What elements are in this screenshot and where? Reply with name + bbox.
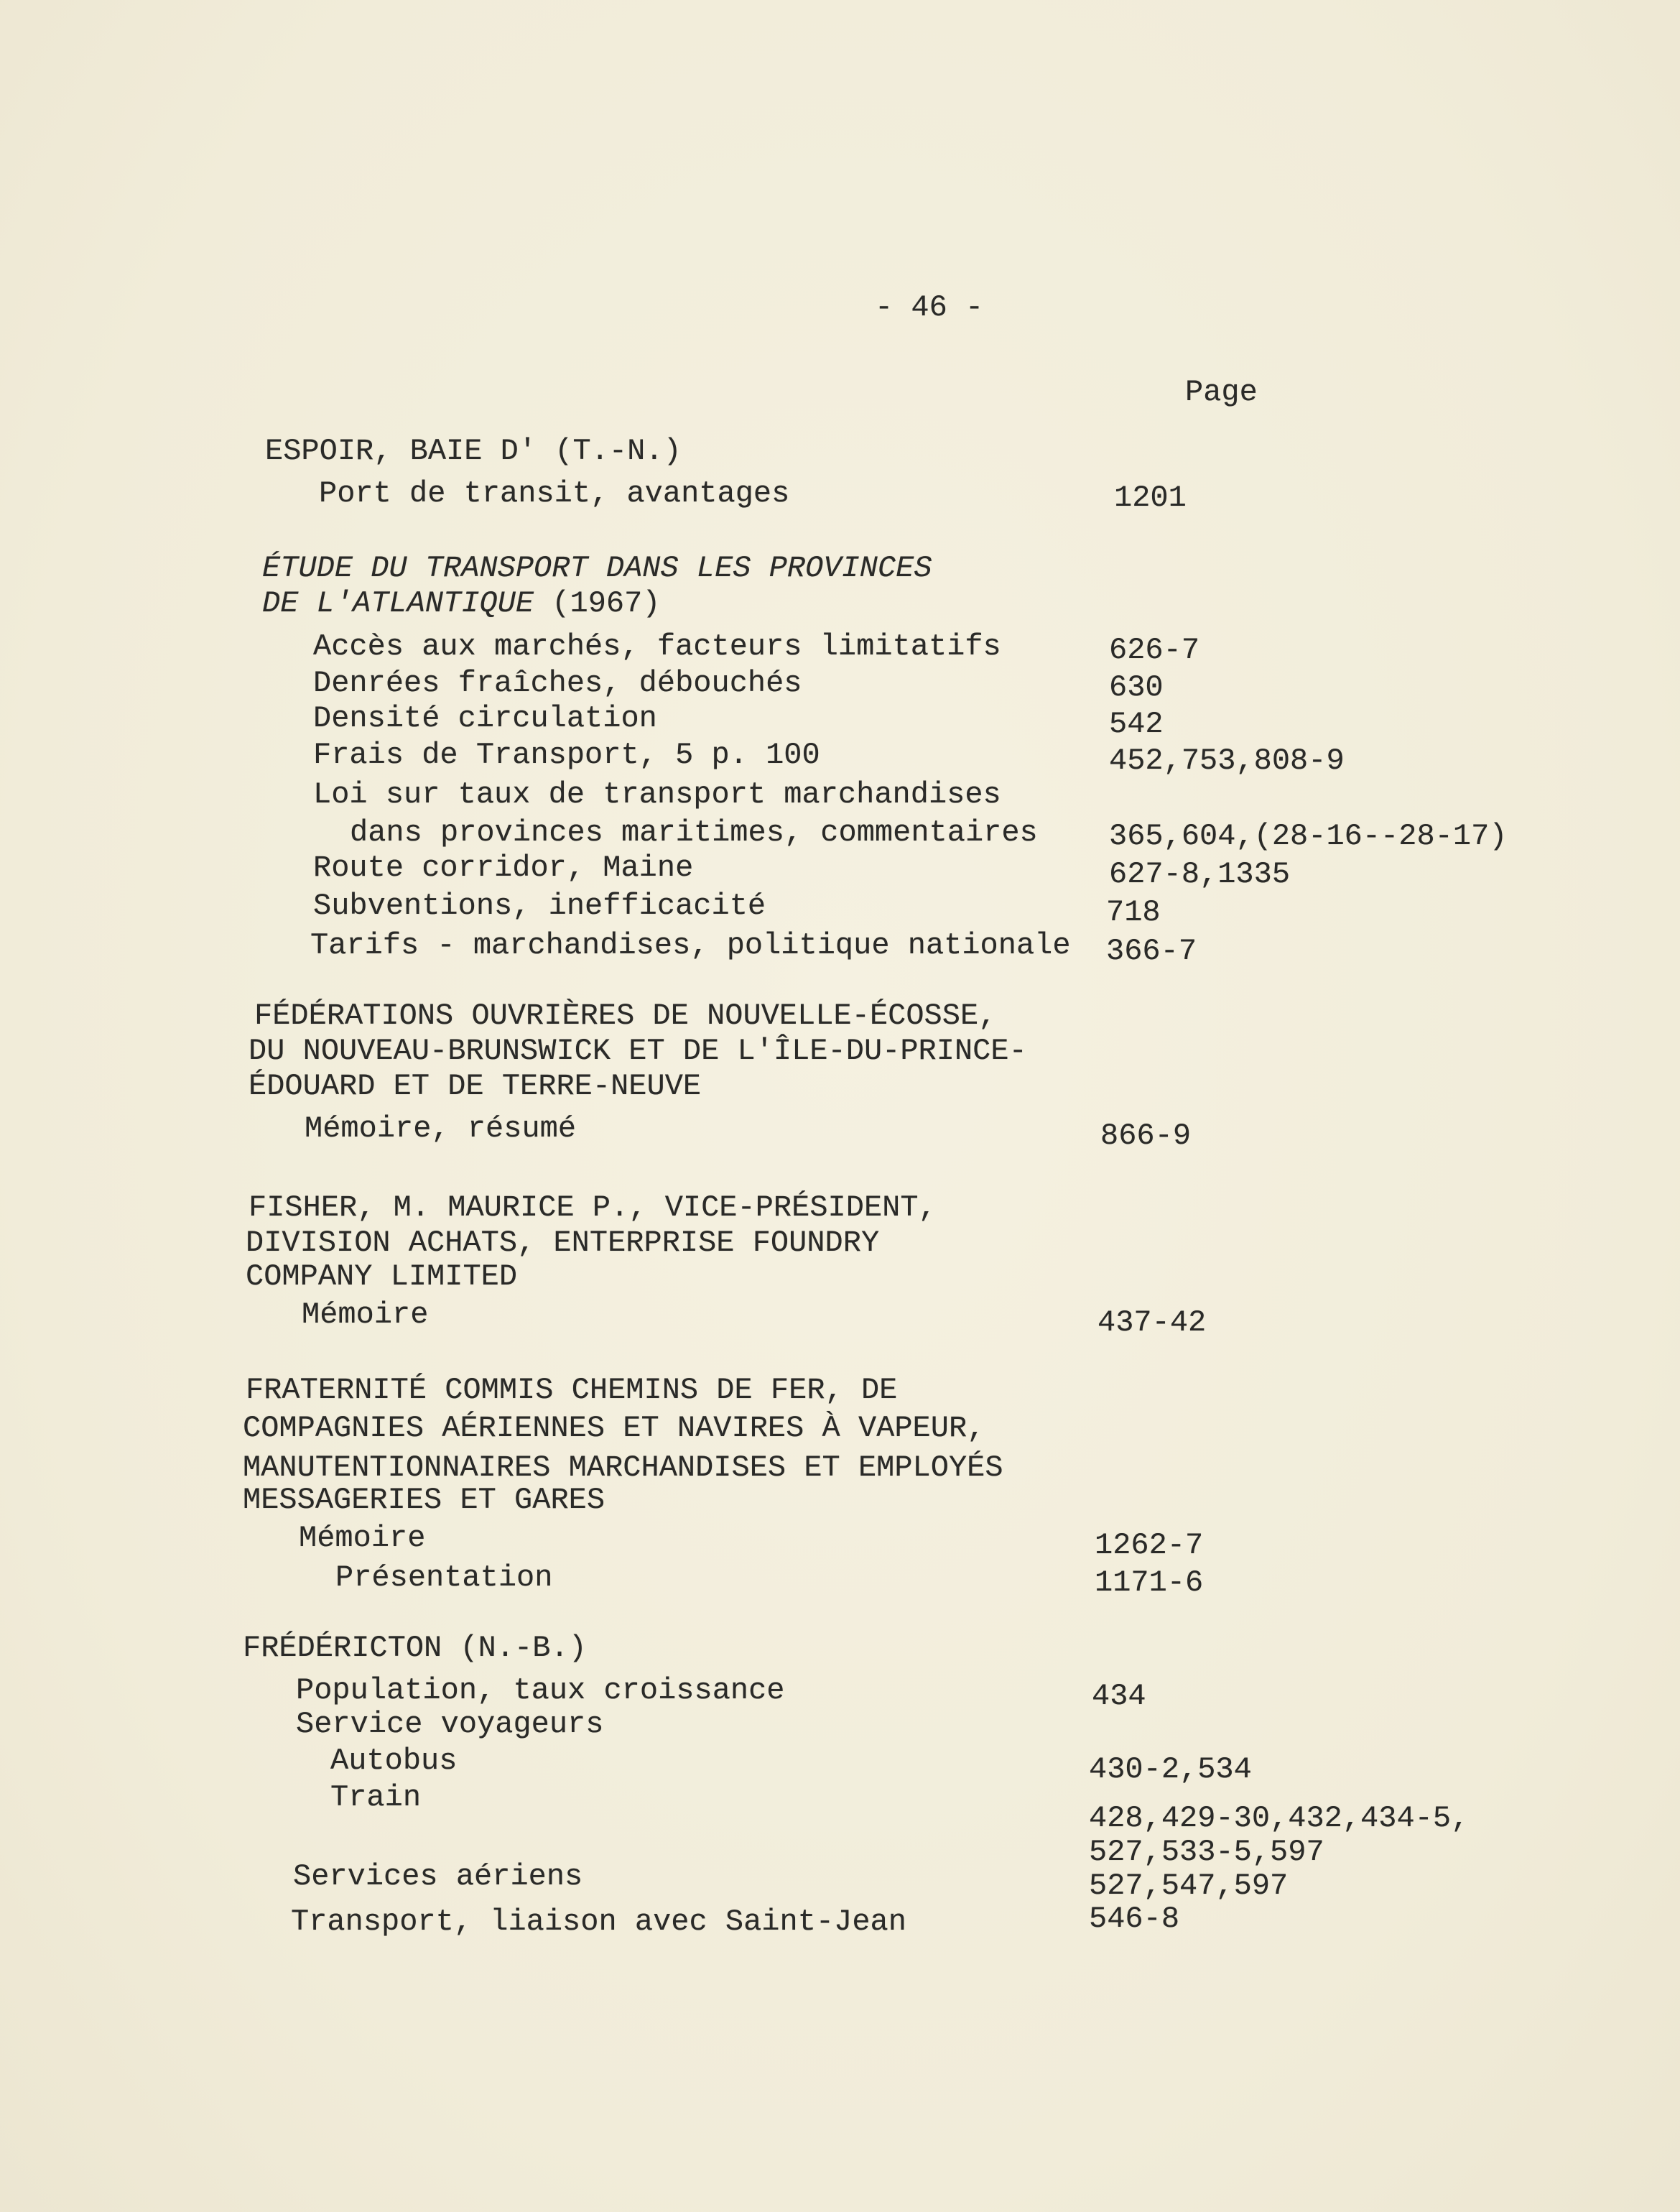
entry-heading: FRATERNITÉ COMMIS CHEMINS DE FER, DE <box>246 1373 898 1407</box>
entry-heading: FISHER, M. MAURICE P., VICE-PRÉSIDENT, <box>249 1190 937 1225</box>
entry-item-pages: 1262-7 <box>1095 1528 1204 1563</box>
entry-heading: ÉDOUARD ET DE TERRE-NEUVE <box>249 1069 702 1103</box>
entry-heading-year: (1967) <box>552 586 661 621</box>
entry-item-label: Services aériens <box>293 1859 583 1894</box>
entry-item-label: Subventions, inefficacité <box>313 889 766 923</box>
entry-item-pages: 627-8,1335 <box>1109 857 1291 892</box>
entry-item-pages: 546-8 <box>1089 1902 1180 1936</box>
entry-item-pages: 365,604,(28-16--28-17) <box>1109 819 1508 853</box>
entry-heading: FÉDÉRATIONS OUVRIÈRES DE NOUVELLE-ÉCOSSE, <box>254 999 997 1033</box>
entry-item-label: Population, taux croissance <box>296 1673 785 1708</box>
entry-item-label: Loi sur taux de transport marchandises <box>313 777 1001 812</box>
entry-sub-item-label: Autobus <box>330 1744 458 1778</box>
page-number: - 46 - <box>875 290 984 325</box>
entry-heading: FRÉDÉRICTON (N.-B.) <box>243 1631 587 1665</box>
entry-item-label: Densité circulation <box>313 701 657 736</box>
entry-item-label: Port de transit, avantages <box>319 476 790 511</box>
entry-item-pages: 630 <box>1109 670 1164 705</box>
entry-item-label: Frais de Transport, 5 p. 100 <box>313 738 820 772</box>
entry-heading-italic: DE L'ATLANTIQUE <box>262 586 534 621</box>
entry-item-pages: 527,547,597 <box>1089 1869 1289 1903</box>
entry-item-label: Transport, liaison avec Saint-Jean <box>291 1905 906 1939</box>
entry-item-label: Mémoire, résumé <box>305 1111 577 1146</box>
entry-heading: MESSAGERIES ET GARES <box>243 1483 605 1517</box>
entry-item-pages: 434 <box>1092 1679 1146 1713</box>
page-column-header: Page <box>1185 375 1258 409</box>
entry-sub-item-pages-continued: 527,533-5,597 <box>1089 1835 1324 1869</box>
entry-heading: COMPAGNIES AÉRIENNES ET NAVIRES À VAPEUR, <box>243 1411 985 1445</box>
entry-heading: MANUTENTIONNAIRES MARCHANDISES ET EMPLOYÉS <box>243 1450 1003 1485</box>
entry-item-pages: 452,753,808-9 <box>1109 744 1345 778</box>
entry-item-label-continued: dans provinces maritimes, commentaires <box>350 815 1038 850</box>
entry-item-pages: 866-9 <box>1100 1119 1192 1153</box>
entry-heading: DIVISION ACHATS, ENTERPRISE FOUNDRY <box>246 1226 880 1260</box>
entry-item-pages: 1201 <box>1114 481 1187 515</box>
entry-item-pages: 1171-6 <box>1095 1565 1204 1600</box>
entry-item-pages: 626-7 <box>1109 633 1200 667</box>
entry-item-label: Denrées fraîches, débouchés <box>313 666 802 700</box>
entry-item-pages: 437-42 <box>1097 1305 1207 1340</box>
entry-item-pages: 366-7 <box>1106 934 1197 968</box>
entry-item-label: Mémoire <box>299 1521 426 1555</box>
entry-item-label: Service voyageurs <box>296 1707 604 1741</box>
entry-sub-item-label: Train <box>330 1780 422 1815</box>
entry-sub-item-pages: 430-2,534 <box>1089 1752 1252 1787</box>
entry-item-label: Présentation <box>335 1560 553 1595</box>
entry-heading-line <box>262 586 661 621</box>
entry-item-pages: 718 <box>1106 895 1161 930</box>
entry-item-pages: 542 <box>1109 707 1164 741</box>
entry-item-label: Tarifs - marchandises, politique nationale <box>310 928 1071 963</box>
entry-heading: COMPANY LIMITED <box>246 1259 518 1294</box>
entry-item-label: Route corridor, Maine <box>313 851 694 885</box>
entry-sub-item-pages: 428,429-30,432,434-5, <box>1089 1801 1470 1836</box>
entry-item-label: Mémoire <box>302 1297 429 1332</box>
entry-heading: DU NOUVEAU-BRUNSWICK ET DE L'ÎLE-DU-PRINCE- <box>249 1034 1027 1068</box>
entry-item-label: Accès aux marchés, facteurs limitatifs <box>313 629 1001 664</box>
entry-heading: ESPOIR, BAIE D' (T.-N.) <box>265 434 682 468</box>
entry-heading: ÉTUDE DU TRANSPORT DANS LES PROVINCES <box>262 551 932 586</box>
